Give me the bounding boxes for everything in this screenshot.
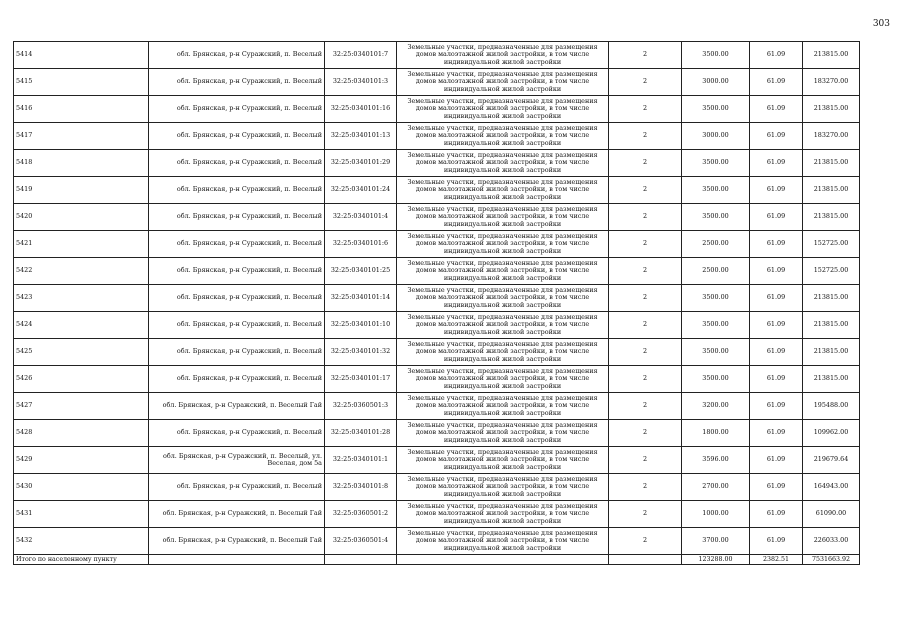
specific-value-cell: 61.09 xyxy=(750,123,803,150)
table-row xyxy=(14,447,860,474)
cadastral-value-cell: 61090.00 xyxy=(803,501,860,528)
cadastral-value-cell: 213815.00 xyxy=(803,204,860,231)
land-use-cell: Земельные участки, предназначенные для размещения домов малоэтажной жилой застройки, в том числе индивидуальной жилой застройки xyxy=(397,447,609,474)
land-use-cell: Земельные участки, предназначенные для размещения домов малоэтажной жилой застройки, в том числе индивидуальной жилой застройки xyxy=(397,366,609,393)
cadastral-value-table xyxy=(13,41,860,565)
group-cell: 2 xyxy=(609,123,682,150)
address-cell: обл. Брянская, р-н Суражский, п. Веселый xyxy=(149,123,325,150)
specific-value-cell: 61.09 xyxy=(750,258,803,285)
row-number: 5426 xyxy=(14,366,149,393)
table-row xyxy=(14,177,860,204)
address-cell: обл. Брянская, р-н Суражский, п. Веселый xyxy=(149,69,325,96)
address-cell: обл. Брянская, р-н Суражский, п. Веселый xyxy=(149,96,325,123)
land-use-cell: Земельные участки, предназначенные для размещения домов малоэтажной жилой застройки, в том числе индивидуальной жилой застройки xyxy=(397,177,609,204)
land-use-cell: Земельные участки, предназначенные для размещения домов малоэтажной жилой застройки, в том числе индивидуальной жилой застройки xyxy=(397,123,609,150)
cadastral-value-cell: 164943.00 xyxy=(803,474,860,501)
cadastral-value-cell: 213815.00 xyxy=(803,150,860,177)
row-number: 5431 xyxy=(14,501,149,528)
group-cell: 2 xyxy=(609,474,682,501)
specific-value-cell: 61.09 xyxy=(750,177,803,204)
group-cell: 2 xyxy=(609,177,682,204)
specific-value-cell: 61.09 xyxy=(750,528,803,555)
group-cell: 2 xyxy=(609,258,682,285)
page-number: 303 xyxy=(872,19,890,29)
table-row xyxy=(14,474,860,501)
row-number: 5419 xyxy=(14,177,149,204)
specific-value-cell: 61.09 xyxy=(750,366,803,393)
group-cell: 2 xyxy=(609,420,682,447)
land-use-cell: Земельные участки, предназначенные для размещения домов малоэтажной жилой застройки, в том числе индивидуальной жилой застройки xyxy=(397,96,609,123)
table-row xyxy=(14,69,860,96)
address-cell: обл. Брянская, р-н Суражский, п. Веселый Гай xyxy=(149,393,325,420)
group-cell: 2 xyxy=(609,42,682,69)
row-number: 5414 xyxy=(14,42,149,69)
specific-value-cell: 61.09 xyxy=(750,150,803,177)
table-row xyxy=(14,393,860,420)
specific-value-cell: 61.09 xyxy=(750,339,803,366)
address-cell: обл. Брянская, р-н Суражский, п. Веселый xyxy=(149,474,325,501)
group-cell: 2 xyxy=(609,312,682,339)
address-cell: обл. Брянская, р-н Суражский, п. Веселый Гай xyxy=(149,501,325,528)
area-cell: 3500.00 xyxy=(682,42,750,69)
row-number: 5423 xyxy=(14,285,149,312)
address-cell: обл. Брянская, р-н Суражский, п. Веселый xyxy=(149,312,325,339)
cadastral-number-cell: 32:25:0340101:17 xyxy=(325,366,397,393)
table-body xyxy=(14,42,860,555)
area-cell: 3000.00 xyxy=(682,123,750,150)
table-row xyxy=(14,231,860,258)
address-cell: обл. Брянская, р-н Суражский, п. Веселый xyxy=(149,420,325,447)
address-cell: обл. Брянская, р-н Суражский, п. Веселый xyxy=(149,42,325,69)
specific-value-cell: 61.09 xyxy=(750,96,803,123)
cadastral-number-cell: 32:25:0340101:4 xyxy=(325,204,397,231)
area-cell: 3500.00 xyxy=(682,339,750,366)
total-cost: 7531663.92 xyxy=(803,555,860,565)
cadastral-number-cell: 32:25:0340101:16 xyxy=(325,96,397,123)
total-empty-cell xyxy=(325,555,397,565)
land-use-cell: Земельные участки, предназначенные для размещения домов малоэтажной жилой застройки, в том числе индивидуальной жилой застройки xyxy=(397,312,609,339)
total-empty-cell xyxy=(149,555,325,565)
cadastral-number-cell: 32:25:0340101:10 xyxy=(325,312,397,339)
cadastral-value-cell: 213815.00 xyxy=(803,177,860,204)
address-cell: обл. Брянская, р-н Суражский, п. Веселый xyxy=(149,366,325,393)
table-row xyxy=(14,339,860,366)
cadastral-value-cell: 213815.00 xyxy=(803,285,860,312)
cadastral-value-cell: 213815.00 xyxy=(803,96,860,123)
row-number: 5429 xyxy=(14,447,149,474)
cadastral-number-cell: 32:25:0340101:13 xyxy=(325,123,397,150)
group-cell: 2 xyxy=(609,96,682,123)
area-cell: 3596.00 xyxy=(682,447,750,474)
address-cell: обл. Брянская, р-н Суражский, п. Веселый xyxy=(149,285,325,312)
group-cell: 2 xyxy=(609,285,682,312)
group-cell: 2 xyxy=(609,447,682,474)
group-cell: 2 xyxy=(609,204,682,231)
address-cell: обл. Брянская, р-н Суражский, п. Веселый Гай xyxy=(149,528,325,555)
area-cell: 3500.00 xyxy=(682,150,750,177)
row-number: 5416 xyxy=(14,96,149,123)
cadastral-number-cell: 32:25:0360501:3 xyxy=(325,393,397,420)
area-cell: 3500.00 xyxy=(682,177,750,204)
cadastral-number-cell: 32:25:0360501:2 xyxy=(325,501,397,528)
group-cell: 2 xyxy=(609,393,682,420)
table-row xyxy=(14,150,860,177)
specific-value-cell: 61.09 xyxy=(750,69,803,96)
land-use-cell: Земельные участки, предназначенные для размещения домов малоэтажной жилой застройки, в том числе индивидуальной жилой застройки xyxy=(397,258,609,285)
land-use-cell: Земельные участки, предназначенные для размещения домов малоэтажной жилой застройки, в том числе индивидуальной жилой застройки xyxy=(397,528,609,555)
row-number: 5430 xyxy=(14,474,149,501)
table-row xyxy=(14,123,860,150)
address-cell: обл. Брянская, р-н Суражский, п. Веселый xyxy=(149,231,325,258)
total-row xyxy=(14,555,860,565)
table-row xyxy=(14,285,860,312)
table-row xyxy=(14,42,860,69)
cadastral-number-cell: 32:25:0340101:6 xyxy=(325,231,397,258)
specific-value-cell: 61.09 xyxy=(750,285,803,312)
row-number: 5424 xyxy=(14,312,149,339)
area-cell: 3500.00 xyxy=(682,285,750,312)
cadastral-value-cell: 183270.00 xyxy=(803,123,860,150)
specific-value-cell: 61.09 xyxy=(750,474,803,501)
address-cell: обл. Брянская, р-н Суражский, п. Веселый xyxy=(149,150,325,177)
row-number: 5428 xyxy=(14,420,149,447)
cadastral-number-cell: 32:25:0340101:25 xyxy=(325,258,397,285)
address-cell: обл. Брянская, р-н Суражский, п. Веселый xyxy=(149,339,325,366)
specific-value-cell: 61.09 xyxy=(750,231,803,258)
area-cell: 3500.00 xyxy=(682,204,750,231)
cadastral-number-cell: 32:25:0340101:29 xyxy=(325,150,397,177)
row-number: 5422 xyxy=(14,258,149,285)
table-row xyxy=(14,96,860,123)
total-empty-cell xyxy=(397,555,609,565)
total-rate: 2382.51 xyxy=(750,555,803,565)
group-cell: 2 xyxy=(609,501,682,528)
table-row xyxy=(14,204,860,231)
land-use-cell: Земельные участки, предназначенные для размещения домов малоэтажной жилой застройки, в том числе индивидуальной жилой застройки xyxy=(397,42,609,69)
land-use-cell: Земельные участки, предназначенные для размещения домов малоэтажной жилой застройки, в том числе индивидуальной жилой застройки xyxy=(397,393,609,420)
area-cell: 2500.00 xyxy=(682,258,750,285)
cadastral-number-cell: 32:25:0340101:1 xyxy=(325,447,397,474)
area-cell: 2700.00 xyxy=(682,474,750,501)
land-use-cell: Земельные участки, предназначенные для размещения домов малоэтажной жилой застройки, в том числе индивидуальной жилой застройки xyxy=(397,420,609,447)
cadastral-value-cell: 213815.00 xyxy=(803,42,860,69)
cadastral-number-cell: 32:25:0340101:8 xyxy=(325,474,397,501)
group-cell: 2 xyxy=(609,528,682,555)
land-use-cell: Земельные участки, предназначенные для размещения домов малоэтажной жилой застройки, в том числе индивидуальной жилой застройки xyxy=(397,474,609,501)
row-number: 5432 xyxy=(14,528,149,555)
row-number: 5417 xyxy=(14,123,149,150)
specific-value-cell: 61.09 xyxy=(750,420,803,447)
table-row xyxy=(14,528,860,555)
group-cell: 2 xyxy=(609,339,682,366)
total-label: Итого по населенному пункту xyxy=(14,555,149,565)
area-cell: 1000.00 xyxy=(682,501,750,528)
land-use-cell: Земельные участки, предназначенные для размещения домов малоэтажной жилой застройки, в том числе индивидуальной жилой застройки xyxy=(397,231,609,258)
cadastral-number-cell: 32:25:0340101:24 xyxy=(325,177,397,204)
cadastral-value-cell: 152725.00 xyxy=(803,231,860,258)
land-use-cell: Земельные участки, предназначенные для размещения домов малоэтажной жилой застройки, в том числе индивидуальной жилой застройки xyxy=(397,69,609,96)
address-cell: обл. Брянская, р-н Суражский, п. Веселый, ул. Веселая, дом 5а xyxy=(149,447,325,474)
group-cell: 2 xyxy=(609,150,682,177)
cadastral-value-cell: 219679.64 xyxy=(803,447,860,474)
cadastral-value-cell: 213815.00 xyxy=(803,339,860,366)
address-cell: обл. Брянская, р-н Суражский, п. Веселый xyxy=(149,204,325,231)
row-number: 5415 xyxy=(14,69,149,96)
cadastral-number-cell: 32:25:0360501:4 xyxy=(325,528,397,555)
cadastral-number-cell: 32:25:0340101:28 xyxy=(325,420,397,447)
area-cell: 3500.00 xyxy=(682,312,750,339)
cadastral-number-cell: 32:25:0340101:32 xyxy=(325,339,397,366)
group-cell: 2 xyxy=(609,231,682,258)
specific-value-cell: 61.09 xyxy=(750,393,803,420)
area-cell: 3700.00 xyxy=(682,528,750,555)
address-cell: обл. Брянская, р-н Суражский, п. Веселый xyxy=(149,177,325,204)
cadastral-value-cell: 195488.00 xyxy=(803,393,860,420)
land-use-cell: Земельные участки, предназначенные для размещения домов малоэтажной жилой застройки, в том числе индивидуальной жилой застройки xyxy=(397,285,609,312)
total-area: 123288.00 xyxy=(682,555,750,565)
land-use-cell: Земельные участки, предназначенные для размещения домов малоэтажной жилой застройки, в том числе индивидуальной жилой застройки xyxy=(397,204,609,231)
table-row xyxy=(14,312,860,339)
row-number: 5427 xyxy=(14,393,149,420)
land-use-cell: Земельные участки, предназначенные для размещения домов малоэтажной жилой застройки, в том числе индивидуальной жилой застройки xyxy=(397,339,609,366)
group-cell: 2 xyxy=(609,69,682,96)
specific-value-cell: 61.09 xyxy=(750,501,803,528)
area-cell: 3000.00 xyxy=(682,69,750,96)
cadastral-number-cell: 32:25:0340101:3 xyxy=(325,69,397,96)
table-row xyxy=(14,258,860,285)
cadastral-value-cell: 226033.00 xyxy=(803,528,860,555)
table-row xyxy=(14,420,860,447)
area-cell: 3200.00 xyxy=(682,393,750,420)
cadastral-value-cell: 183270.00 xyxy=(803,69,860,96)
area-cell: 3500.00 xyxy=(682,96,750,123)
specific-value-cell: 61.09 xyxy=(750,312,803,339)
cadastral-number-cell: 32:25:0340101:14 xyxy=(325,285,397,312)
row-number: 5421 xyxy=(14,231,149,258)
table-row xyxy=(14,501,860,528)
area-cell: 3500.00 xyxy=(682,366,750,393)
area-cell: 1800.00 xyxy=(682,420,750,447)
cadastral-value-cell: 213815.00 xyxy=(803,366,860,393)
group-cell: 2 xyxy=(609,366,682,393)
land-use-cell: Земельные участки, предназначенные для размещения домов малоэтажной жилой застройки, в том числе индивидуальной жилой застройки xyxy=(397,150,609,177)
row-number: 5418 xyxy=(14,150,149,177)
cadastral-value-cell: 152725.00 xyxy=(803,258,860,285)
cadastral-value-cell: 109962.00 xyxy=(803,420,860,447)
address-cell: обл. Брянская, р-н Суражский, п. Веселый xyxy=(149,258,325,285)
table-row xyxy=(14,366,860,393)
specific-value-cell: 61.09 xyxy=(750,204,803,231)
row-number: 5425 xyxy=(14,339,149,366)
cadastral-value-cell: 213815.00 xyxy=(803,312,860,339)
land-use-cell: Земельные участки, предназначенные для размещения домов малоэтажной жилой застройки, в том числе индивидуальной жилой застройки xyxy=(397,501,609,528)
specific-value-cell: 61.09 xyxy=(750,447,803,474)
cadastral-number-cell: 32:25:0340101:7 xyxy=(325,42,397,69)
total-empty-cell xyxy=(609,555,682,565)
area-cell: 2500.00 xyxy=(682,231,750,258)
specific-value-cell: 61.09 xyxy=(750,42,803,69)
row-number: 5420 xyxy=(14,204,149,231)
